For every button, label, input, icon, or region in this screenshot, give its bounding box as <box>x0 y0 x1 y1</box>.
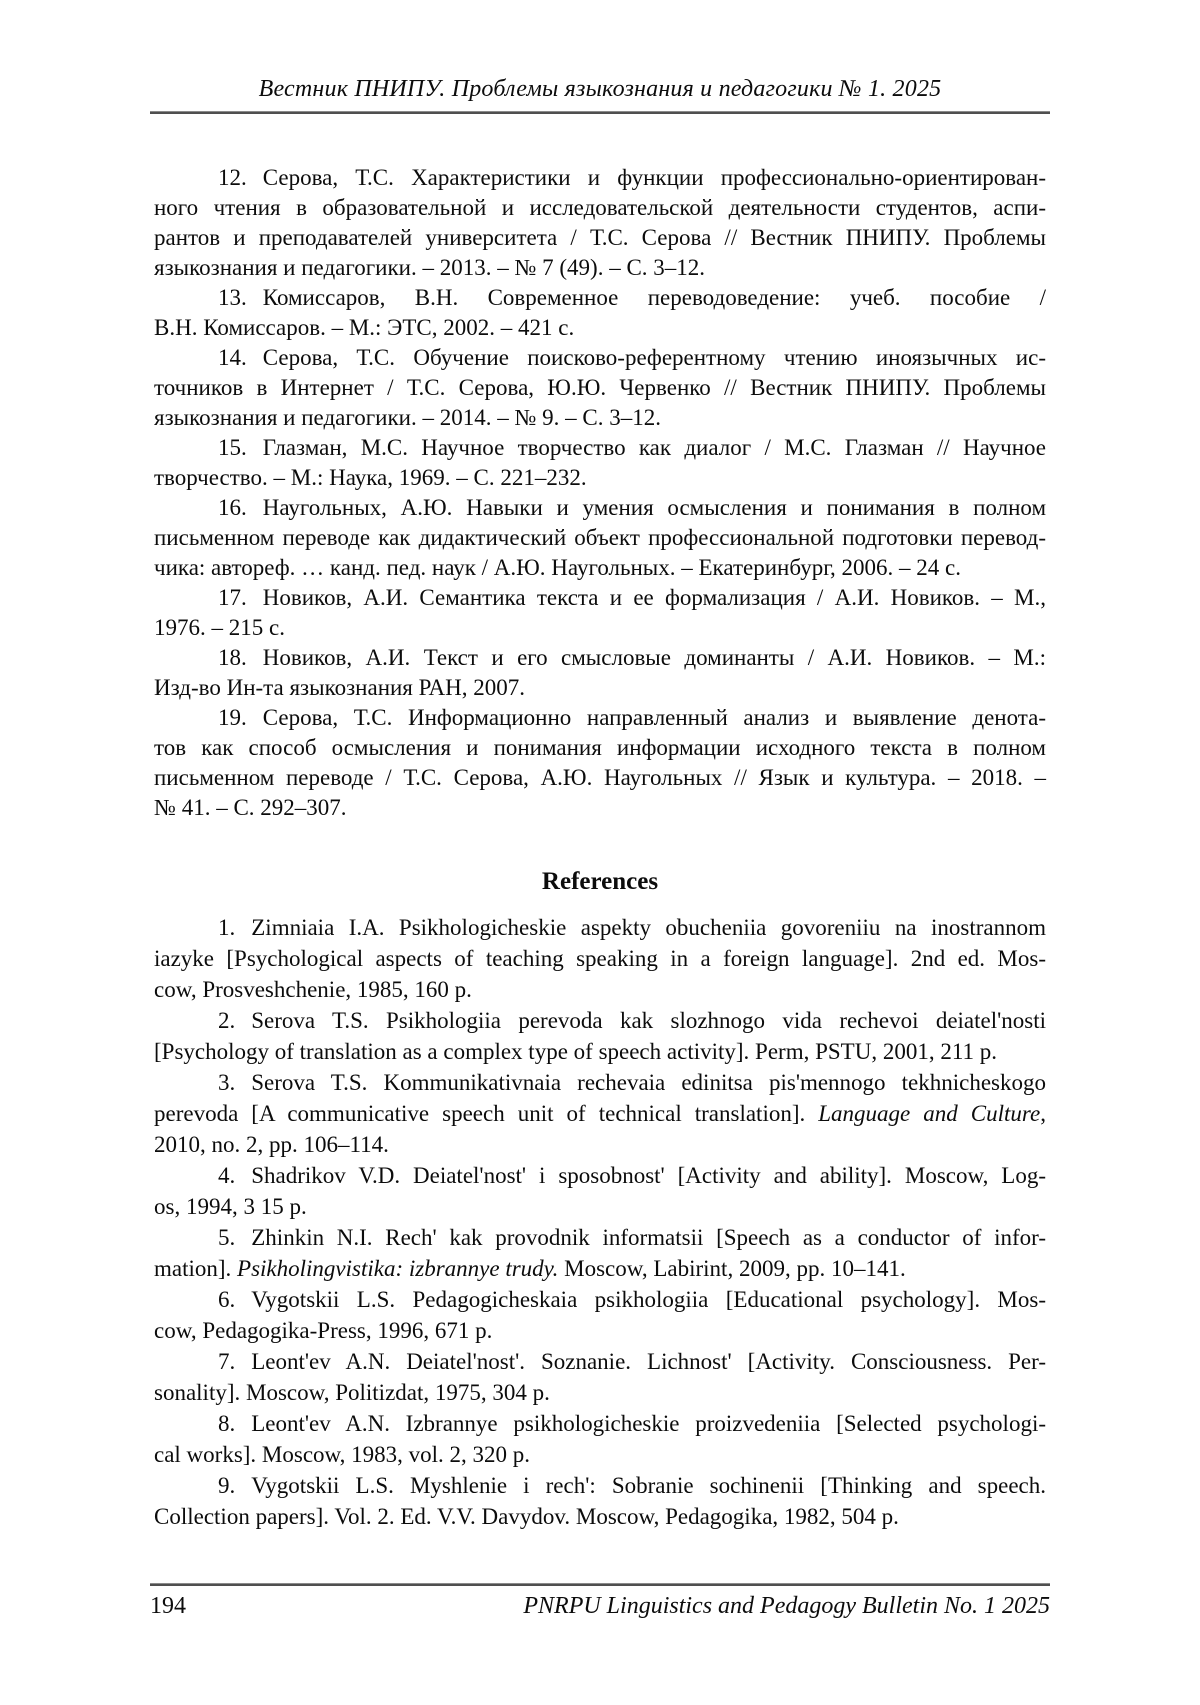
plain-text: Наугольных, А.Ю. Навыки и умения осмысления и понимания в полном <box>262 495 1046 520</box>
plain-text: Leont'ev A.N. Deiatel'nost'. Soznanie. Lichnost' [Activity. Consciousness. Per- <box>251 1349 1046 1374</box>
plain-text: sonality]. Moscow, Politizdat, 1975, 304 p. <box>154 1380 550 1405</box>
reference-number: 1. <box>218 915 236 940</box>
reference-line <box>154 253 1046 283</box>
plain-text: письменном переводе как дидактический объект профессиональной подготовки перевод- <box>154 525 1046 550</box>
plain-text: точников в Интернет / Т.С. Серова, Ю.Ю. Червенко // Вестник ПНИПУ. Проблемы <box>154 375 1046 400</box>
plain-text: 2010, no. 2, pp. 106–114. <box>154 1132 389 1157</box>
plain-text: № 41. – С. 292–307. <box>154 795 347 820</box>
page-number: 194 <box>150 1593 186 1619</box>
reference-item <box>154 1408 1046 1470</box>
header-rule <box>150 111 1050 114</box>
reference-number: 17. <box>218 585 247 610</box>
reference-line <box>154 523 1046 553</box>
reference-line <box>154 643 1046 673</box>
plain-text: Глазман, М.С. Научное творчество как диалог / М.С. Глазман // Научное <box>262 435 1046 460</box>
russian-references-list <box>154 163 1046 823</box>
page-footer <box>150 1583 1050 1620</box>
reference-item <box>154 643 1046 703</box>
reference-line <box>154 763 1046 793</box>
reference-line <box>154 1036 1046 1067</box>
reference-line <box>154 1377 1046 1408</box>
plain-text: Новиков, А.И. Семантика текста и ее формализация / А.И. Новиков. – М., <box>262 585 1046 610</box>
reference-item <box>154 283 1046 343</box>
journal-header-title: Вестник ПНИПУ. Проблемы языкознания и педагогики № 1. 2025 <box>258 76 942 102</box>
reference-line <box>154 463 1046 493</box>
reference-line <box>154 943 1046 974</box>
reference-item <box>154 1346 1046 1408</box>
reference-line <box>154 1253 1046 1284</box>
footer-row <box>150 1586 1050 1620</box>
footer-journal-title: PNRPU Linguistics and Pedagogy Bulletin No. 1 2025 <box>523 1593 1050 1619</box>
reference-line <box>154 1191 1046 1222</box>
reference-line <box>154 553 1046 583</box>
plain-text: Serova T.S. Psikhologiia perevoda kak slozhnogo vida rechevoi deiatel'nosti <box>251 1008 1046 1033</box>
reference-number: 19. <box>218 705 247 730</box>
plain-text: Серова, Т.С. Характеристики и функции профессионально-ориентирован- <box>262 165 1046 190</box>
plain-text: mation]. <box>154 1256 238 1281</box>
english-references-list <box>154 912 1046 1532</box>
plain-text: тов как способ осмысления и понимания информации исходного текста в полном <box>154 735 1046 760</box>
plain-text: Shadrikov V.D. Deiatel'nost' i sposobnost' [Activity and ability]. Moscow, Log- <box>251 1163 1046 1188</box>
plain-text: письменном переводе / Т.С. Серова, А.Ю. Наугольных // Язык и культура. – 2018. – <box>154 765 1046 790</box>
reference-line <box>154 793 1046 823</box>
reference-line <box>154 1098 1046 1129</box>
reference-line <box>154 1346 1046 1377</box>
plain-text: [Psychology of translation as a complex type of speech activity]. Perm, PSTU, 2001, 211 p. <box>154 1039 997 1064</box>
reference-line <box>154 1005 1046 1036</box>
plain-text: Изд-во Ин-та языкознания РАН, 2007. <box>154 675 525 700</box>
reference-number: 2. <box>218 1008 236 1033</box>
reference-number: 7. <box>218 1349 236 1374</box>
plain-text: Zimniaia I.A. Psikhologicheskie aspekty obucheniia govoreniiu na inostrannom <box>251 915 1046 940</box>
reference-number: 4. <box>218 1163 236 1188</box>
reference-line <box>154 493 1046 523</box>
reference-line <box>154 1129 1046 1160</box>
plain-text: cal works]. Moscow, 1983, vol. 2, 320 p. <box>154 1442 531 1467</box>
reference-item <box>154 163 1046 283</box>
reference-item <box>154 1160 1046 1222</box>
plain-text: Новиков, А.И. Текст и его смысловые доминанты / А.И. Новиков. – М.: <box>262 645 1046 670</box>
plain-text: Серова, Т.С. Обучение поисково-референтному чтению иноязычных ис- <box>262 345 1046 370</box>
italic-text: Language and Culture <box>818 1101 1041 1126</box>
plain-text: рантов и преподавателей университета / Т.С. Серова // Вестник ПНИПУ. Проблемы <box>154 225 1046 250</box>
reference-line <box>154 1160 1046 1191</box>
reference-number: 15. <box>218 435 247 460</box>
reference-line <box>154 403 1046 433</box>
reference-line <box>154 1067 1046 1098</box>
reference-item <box>154 433 1046 493</box>
plain-text: Leont'ev A.N. Izbrannye psikhologicheskie proizvedeniia [Selected psychologi- <box>251 1411 1046 1436</box>
reference-item <box>154 703 1046 823</box>
reference-line <box>154 1315 1046 1346</box>
reference-item <box>154 1222 1046 1284</box>
plain-text: os, 1994, 3 15 p. <box>154 1194 307 1219</box>
reference-number: 12. <box>218 165 247 190</box>
reference-item <box>154 583 1046 643</box>
reference-line <box>154 1470 1046 1501</box>
reference-line <box>154 583 1046 613</box>
plain-text: Vygotskii L.S. Myshlenie i rech': Sobranie sochinenii [Thinking and speech. <box>251 1473 1046 1498</box>
reference-number: 13. <box>218 285 247 310</box>
reference-item <box>154 1067 1046 1160</box>
reference-number: 3. <box>218 1070 236 1095</box>
plain-text: В.Н. Комиссаров. – М.: ЭТС, 2002. – 421 с. <box>154 315 575 340</box>
reference-line <box>154 373 1046 403</box>
reference-item <box>154 1284 1046 1346</box>
reference-line <box>154 1284 1046 1315</box>
plain-text: 1976. – 215 с. <box>154 615 285 640</box>
plain-text: чика: автореф. … канд. пед. наук / А.Ю. Наугольных. – Екатеринбург, 2006. – 24 с. <box>154 555 961 580</box>
reference-line <box>154 283 1046 313</box>
reference-line <box>154 1501 1046 1532</box>
reference-item <box>154 343 1046 433</box>
plain-text: языкознания и педагогики. – 2013. – № 7 (49). – С. 3–12. <box>154 255 706 280</box>
plain-text: iazyke [Psychological aspects of teaching speaking in a foreign language]. 2nd ed. Mos- <box>154 946 1046 971</box>
reference-line <box>154 733 1046 763</box>
reference-line <box>154 1222 1046 1253</box>
reference-line <box>154 223 1046 253</box>
reference-item <box>154 1470 1046 1532</box>
reference-number: 14. <box>218 345 247 370</box>
reference-number: 5. <box>218 1225 236 1250</box>
reference-line <box>154 313 1046 343</box>
plain-text: Серова, Т.С. Информационно направленный анализ и выявление денота- <box>262 705 1046 730</box>
plain-text: Moscow, Labirint, 2009, pp. 10–141. <box>558 1256 906 1281</box>
plain-text: Zhinkin N.I. Rech' kak provodnik informatsii [Speech as a conductor of infor- <box>251 1225 1046 1250</box>
reference-number: 18. <box>218 645 247 670</box>
reference-line <box>154 1408 1046 1439</box>
plain-text: cow, Pedagogika-Press, 1996, 671 p. <box>154 1318 493 1343</box>
plain-text: Serova T.S. Kommunikativnaia rechevaia edinitsa pis'mennogo tekhnicheskogo <box>251 1070 1046 1095</box>
plain-text: Комиссаров, В.Н. Современное переводоведение: учеб. пособие / <box>262 285 1046 310</box>
reference-item <box>154 1005 1046 1067</box>
reference-line <box>154 974 1046 1005</box>
reference-number: 8. <box>218 1411 236 1436</box>
italic-text: Psikholingvistika: izbrannye trudy. <box>237 1256 559 1281</box>
reference-number: 9. <box>218 1473 236 1498</box>
plain-text: Collection papers]. Vol. 2. Ed. V.V. Davydov. Moscow, Pedagogika, 1982, 504 p. <box>154 1504 899 1529</box>
plain-text: , <box>1040 1101 1046 1126</box>
reference-line <box>154 613 1046 643</box>
plain-text: языкознания и педагогики. – 2014. – № 9. – С. 3–12. <box>154 405 661 430</box>
running-header <box>150 76 1050 114</box>
reference-item <box>154 493 1046 583</box>
reference-line <box>154 163 1046 193</box>
reference-line <box>154 673 1046 703</box>
reference-line <box>154 912 1046 943</box>
references-heading: References <box>541 868 659 895</box>
reference-line <box>154 703 1046 733</box>
reference-number: 16. <box>218 495 247 520</box>
reference-line <box>154 193 1046 223</box>
reference-line <box>154 343 1046 373</box>
reference-line <box>154 433 1046 463</box>
reference-line <box>154 1439 1046 1470</box>
plain-text: perevoda [A communicative speech unit of technical translation]. <box>154 1101 819 1126</box>
reference-item <box>154 912 1046 1005</box>
plain-text: cow, Prosveshchenie, 1985, 160 p. <box>154 977 472 1002</box>
plain-text: творчество. – М.: Наука, 1969. – С. 221–232. <box>154 465 587 490</box>
reference-number: 6. <box>218 1287 236 1312</box>
plain-text: Vygotskii L.S. Pedagogicheskaia psikhologiia [Educational psychology]. Mos- <box>251 1287 1046 1312</box>
plain-text: ного чтения в образовательной и исследовательской деятельности студентов, аспи- <box>154 195 1046 220</box>
